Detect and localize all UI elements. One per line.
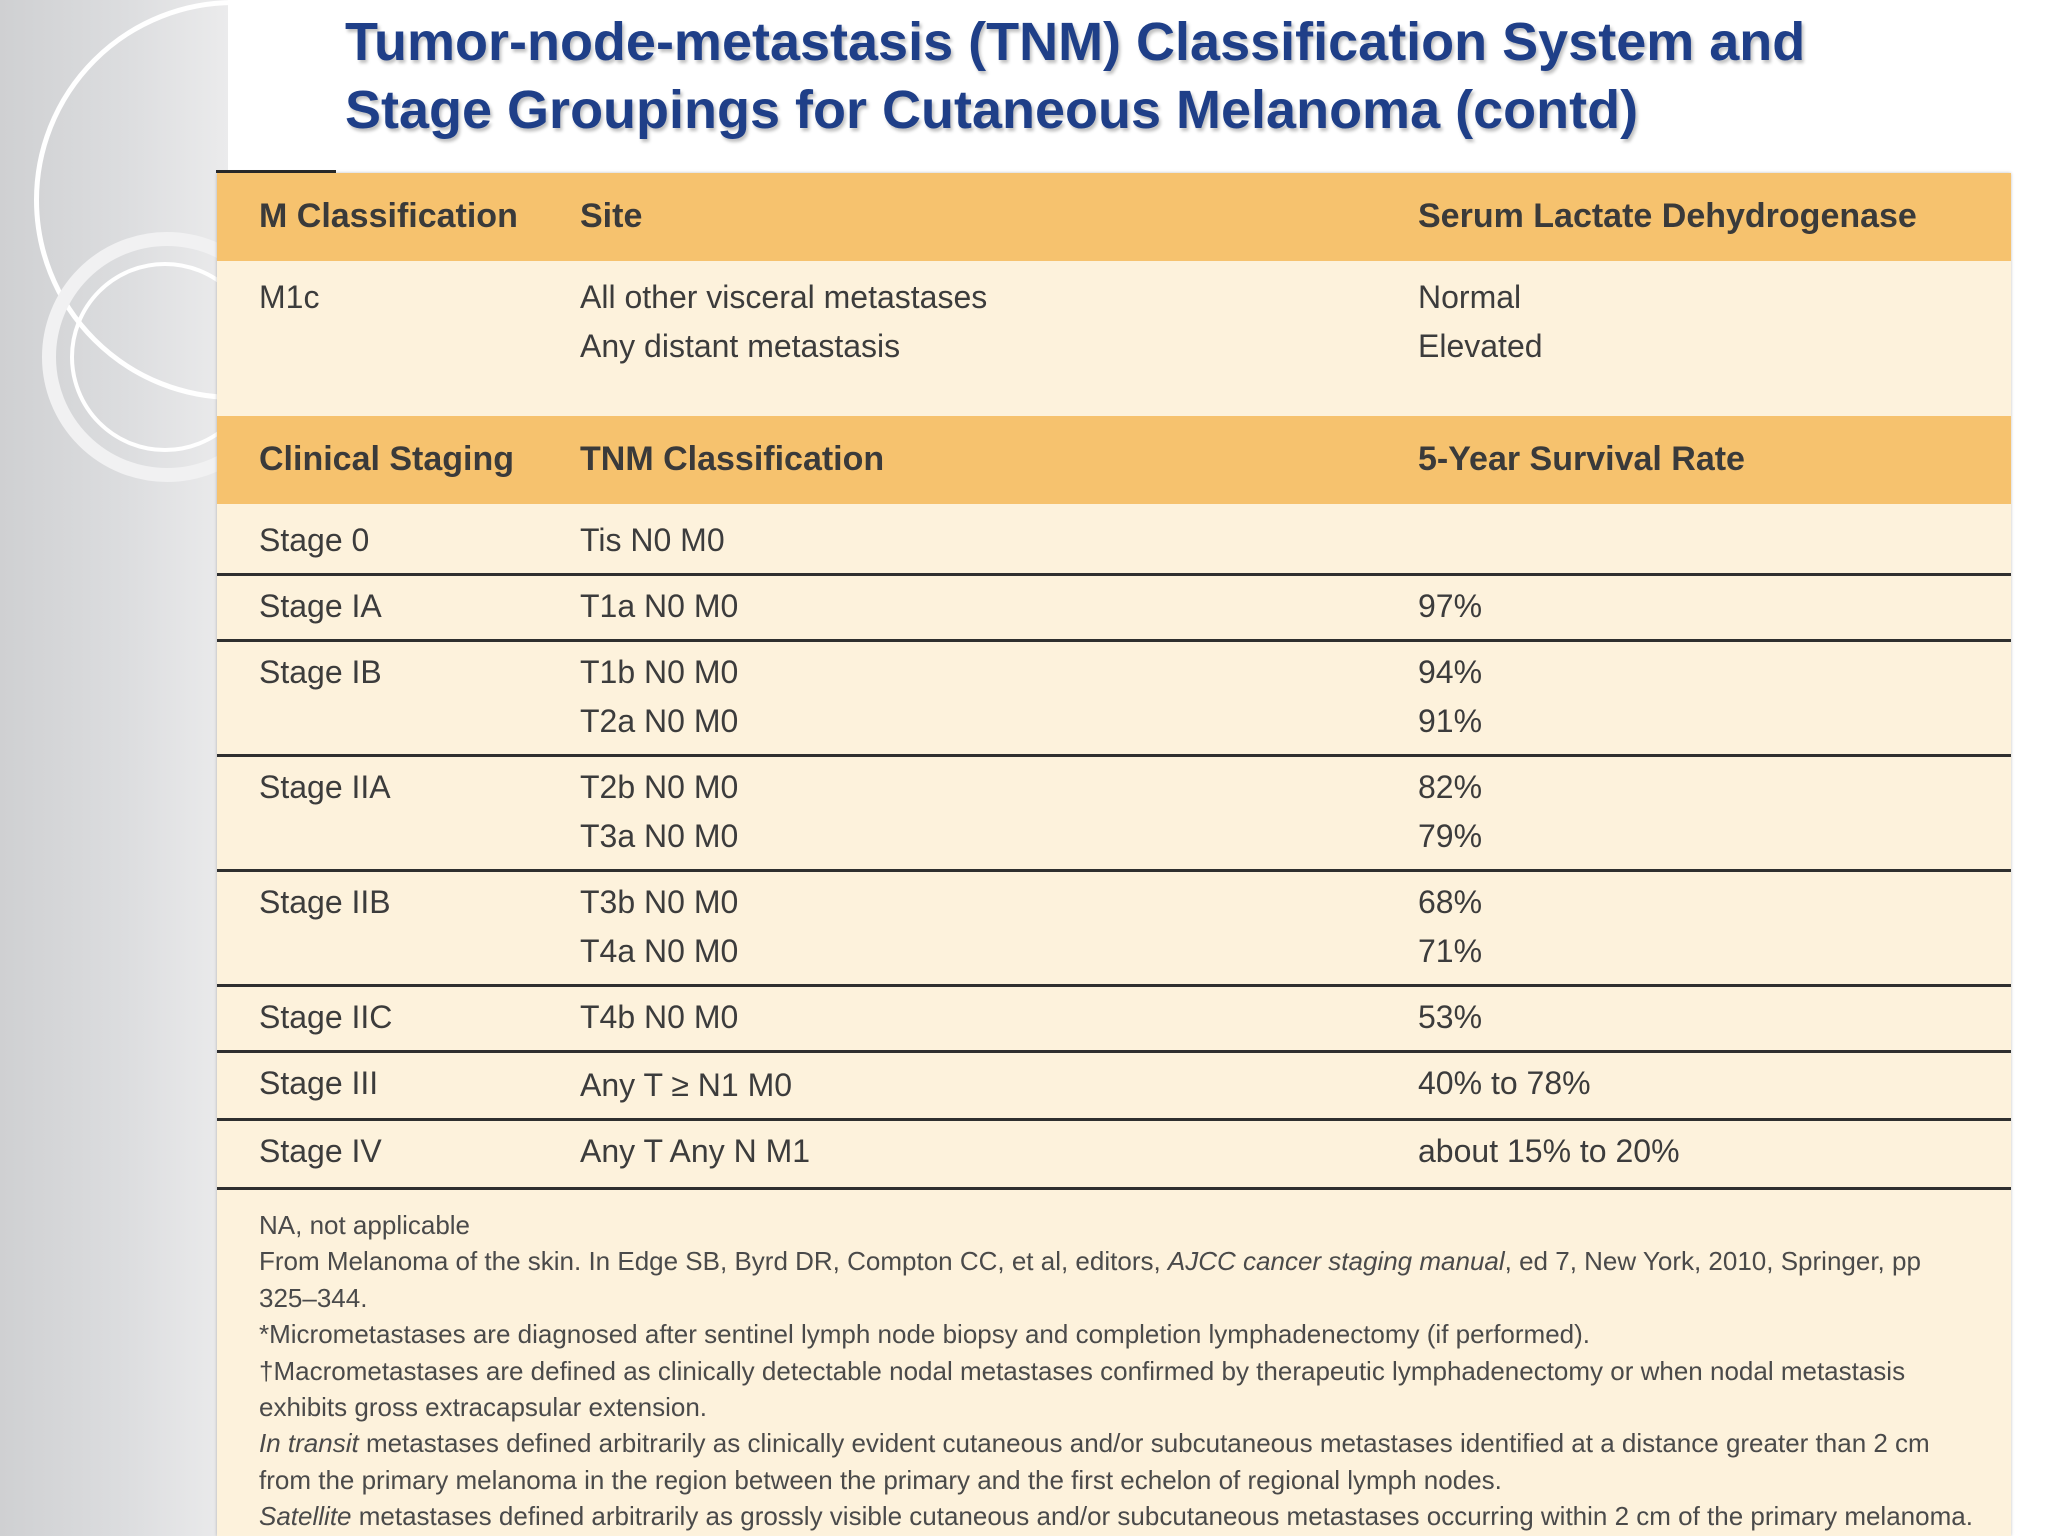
survival-cell: 71% xyxy=(1418,933,1483,969)
survival-cell: 97% xyxy=(1418,588,1483,624)
decorative-side-panel xyxy=(0,0,228,1536)
column-header-survival-rate: 5-Year Survival Rate xyxy=(1418,440,1745,478)
stage-cell: Stage IV xyxy=(259,1133,382,1169)
stage-cell: Stage 0 xyxy=(259,522,370,558)
survival-cell: 94% xyxy=(1418,654,1483,690)
row-divider xyxy=(217,869,2011,872)
tnm-cell: T4b N0 M0 xyxy=(580,999,739,1035)
tnm-cell: Any T ≥ N1 M0 xyxy=(580,1067,793,1103)
footnote-source-suffix: , ed 7, New York, 2010, Springer, pp 325–344. xyxy=(259,1246,1921,1313)
stage-cell: Stage IIC xyxy=(259,999,393,1035)
footnote-satellite-text: metastases defined arbitrarily as grossly visible cutaneous and/or subcutaneous metastases occurring within 2 cm of the primary melanoma. xyxy=(351,1501,1973,1532)
site-cell-line-2: Any distant metastasis xyxy=(580,328,901,364)
footnote-na: NA, not applicable xyxy=(259,1210,471,1240)
column-header-serum-ldh: Serum Lactate Dehydrogenase xyxy=(1418,197,1917,235)
table-footnotes xyxy=(259,1207,1979,1535)
footnote-source-title: AJCC cancer staging manual xyxy=(1167,1246,1505,1277)
row-divider xyxy=(217,1118,2011,1121)
stage-cell: Stage IB xyxy=(259,654,382,690)
tnm-cell: T1a N0 M0 xyxy=(580,588,739,624)
tnm-cell: T2a N0 M0 xyxy=(580,703,739,739)
row-divider xyxy=(217,754,2011,757)
footnote-micrometastases: *Micrometastases are diagnosed after sentinel lymph node biopsy and completion lymphadenectomy (if performed). xyxy=(259,1319,1591,1350)
footnote-source-prefix: From Melanoma of the skin. In Edge SB, Byrd DR, Compton CC, et al, editors, xyxy=(259,1246,1168,1277)
slide-title xyxy=(345,8,1985,144)
footnote-in-transit-term: In transit xyxy=(259,1428,359,1459)
stage-cell: Stage IA xyxy=(259,588,382,624)
tnm-cell: T2b N0 M0 xyxy=(580,769,739,805)
tnm-cell: Tis N0 M0 xyxy=(580,522,725,558)
stage-cell: Stage IIB xyxy=(259,884,391,920)
footnote-macrometastases: †Macrometastases are defined as clinically detectable nodal metastases confirmed by therapeutic lymphadenectomy or when nodal metastasis exhibits gross extracapsular extension. xyxy=(259,1355,1906,1423)
column-header-clinical-staging: Clinical Staging xyxy=(259,440,515,478)
footnote-in-transit-text: metastases defined arbitrarily as clinically evident cutaneous and/or subcutaneous metastases identified at a distance greater than 2 cm from the primary melanoma in the region between the primary and the first echelon of regional lymph nodes. xyxy=(259,1428,1930,1495)
stage-cell: Stage III xyxy=(259,1065,379,1101)
clinical-staging-header-row xyxy=(217,416,2011,504)
survival-cell: 53% xyxy=(1418,999,1483,1035)
tnm-cell: Any T Any N M1 xyxy=(580,1133,811,1169)
survival-cell: 79% xyxy=(1418,818,1483,854)
row-divider xyxy=(217,573,2011,576)
column-header-site: Site xyxy=(580,197,643,235)
survival-cell: about 15% to 20% xyxy=(1418,1133,1680,1169)
tnm-cell: T3a N0 M0 xyxy=(580,818,739,854)
slide-title-line-1: Tumor-node-metastasis (TNM) Classification System and xyxy=(345,12,1806,72)
survival-cell: 91% xyxy=(1418,703,1483,739)
ldh-cell-line-2: Elevated xyxy=(1418,328,1543,364)
column-header-m-classification: M Classification xyxy=(259,197,518,235)
row-divider xyxy=(217,1187,2011,1190)
footnote-satellite xyxy=(259,1498,1979,1534)
stage-cell: Stage IIA xyxy=(259,769,391,805)
row-divider xyxy=(217,1050,2011,1053)
column-header-tnm-classification: TNM Classification xyxy=(580,440,885,478)
row-divider xyxy=(217,639,2011,642)
tnm-cell: T3b N0 M0 xyxy=(580,884,739,920)
ldh-cell-line-1: Normal xyxy=(1418,279,1522,315)
row-divider xyxy=(217,984,2011,987)
survival-cell: 82% xyxy=(1418,769,1483,805)
m-classification-cell: M1c xyxy=(259,279,320,315)
m-classification-header-row xyxy=(217,173,2011,261)
site-cell-line-1: All other visceral metastases xyxy=(580,279,988,315)
tnm-cell: T4a N0 M0 xyxy=(580,933,739,969)
staging-table-card xyxy=(217,173,2011,1536)
footnote-in-transit xyxy=(259,1425,1979,1498)
m-classification-row xyxy=(217,273,2011,373)
footnote-source xyxy=(259,1243,1979,1316)
survival-cell: 68% xyxy=(1418,884,1483,920)
survival-cell: 40% to 78% xyxy=(1418,1065,1591,1101)
slide-title-line-2: Stage Groupings for Cutaneous Melanoma (contd) xyxy=(345,80,1639,140)
footnote-satellite-term: Satellite xyxy=(259,1501,352,1532)
tnm-cell: T1b N0 M0 xyxy=(580,654,739,690)
